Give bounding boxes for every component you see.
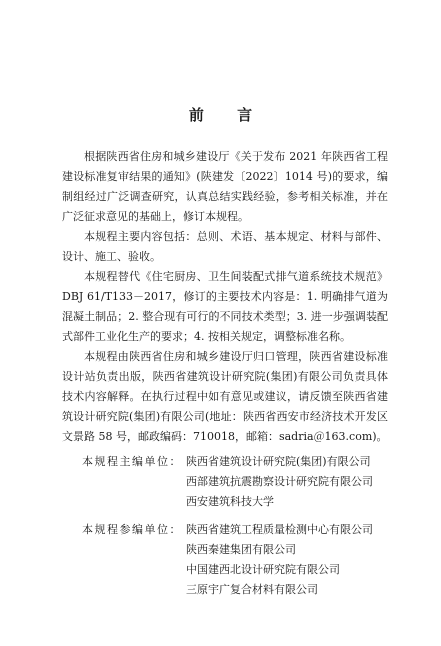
participating-unit: 陕西秦建集团有限公司 [186, 543, 296, 556]
chief-editor-unit: 陕西省建筑设计研究院(集团)有限公司 [186, 455, 371, 468]
paragraph-basis: 根据陕西省住房和城乡建设厅《关于发布 2021 年陕西省工程建设标准复审结果的通知》(陕建发〔2022〕1014 号)的要求，编制组经过广泛调查研究，认真总结实践经验，参考相关标准，并在广泛征求意见的基础上，修订本规程。 [62, 150, 388, 223]
preface-body [62, 147, 388, 447]
chief-editor-unit: 西部建筑抗震勘察设计研究院有限公司 [186, 475, 373, 488]
chief-editor-list [186, 452, 373, 512]
paragraph-revision: 本规程替代《住宅厨房、卫生间装配式排气道系统技术规范》DBJ 61/T133－2017，修订的主要技术内容是：1. 明确排气道为混凝土制品；2. 整合现有可行的不同技术类型；3. 进一步强调装配式部件工业化生产的要求；4. 按相关规定，调整标准名称。 [62, 270, 388, 343]
paragraph-contents: 本规程主要内容包括：总则、术语、基本规定、材料与部件、设计、施工、验收。 [62, 230, 388, 263]
participating-list [186, 520, 373, 600]
participating-unit: 中国建西北设计研究院有限公司 [186, 563, 340, 576]
participating-unit: 三原宇广复合材料有限公司 [186, 583, 318, 596]
paragraph-management: 本规程由陕西省住房和城乡建设厅归口管理，陕西省建设标准设计站负责出版，陕西省建筑设计研究院(集团)有限公司负责具体技术内容解释。在执行过程中如有意见或建议，请反馈至陕西省建筑设计研究院(集团)有限公司(地址：陕西省西安市经济技术开发区文景路 58 号，邮政编码：710018，邮箱：sadria＠163.com)。 [62, 350, 388, 443]
participating-units [62, 520, 392, 600]
participating-unit: 陕西省建筑工程质量检测中心有限公司 [186, 523, 373, 536]
participating-label: 本规程参编单位： [82, 523, 182, 536]
page-title: 前 言 [188, 106, 267, 124]
chief-editor-unit: 西安建筑科技大学 [186, 495, 274, 508]
chief-editor-units [62, 452, 392, 512]
editorial-units [62, 452, 392, 600]
chief-editor-label: 本规程主编单位： [82, 455, 182, 468]
